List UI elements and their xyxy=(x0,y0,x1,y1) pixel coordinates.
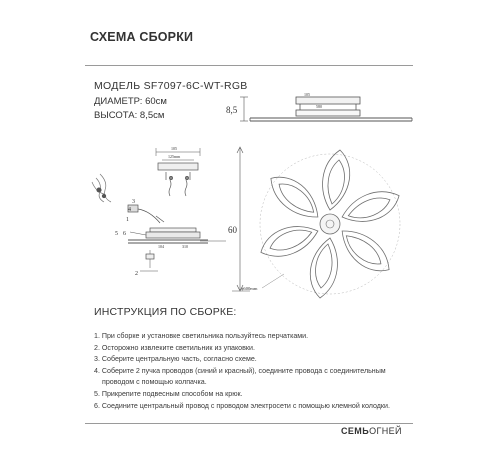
plate-dim-310-label: 310 xyxy=(182,244,188,249)
bottom-divider xyxy=(85,423,413,424)
callout-6: 6 xyxy=(123,231,126,237)
height-value: 8,5см xyxy=(139,110,165,121)
model-code: SF7097-6C-WT-RGB xyxy=(143,80,248,92)
bracket-dim-125-label: 125mm xyxy=(168,154,181,159)
flower-top-view xyxy=(256,150,404,298)
dowel-right xyxy=(185,180,187,196)
petal-6 xyxy=(262,170,328,224)
bracket-dim-105-label: 105 xyxy=(171,146,177,151)
model-label: МОДЕЛЬ xyxy=(94,80,141,92)
callout-6-leader xyxy=(130,232,146,235)
height-label: ВЫСОТА: xyxy=(94,110,138,121)
callout-2: 2 xyxy=(135,271,138,277)
height-dim-label: 8,5 xyxy=(226,105,238,115)
instruction-step: 1. При сборке и установке светильника пользуйтесь перчатками. xyxy=(94,332,309,340)
diameter-dimension xyxy=(232,147,250,291)
callout-3: 3 xyxy=(132,199,135,205)
instruction-list xyxy=(94,331,424,412)
profile-canopy xyxy=(296,110,360,116)
petal-3 xyxy=(332,225,398,279)
callout-4: 4 xyxy=(128,207,131,213)
callout-5: 5 xyxy=(115,231,118,237)
diameter-value: 60см xyxy=(145,96,167,107)
profile-dim-105: 105 xyxy=(304,92,310,97)
flower-center xyxy=(320,214,340,234)
instruction-step: 4. Соберите 2 пучка проводов (синий и красный), соедините провода с соединительным проводом с помощью колпачка. xyxy=(94,366,386,387)
plate-dim-104-label: 104 xyxy=(158,244,164,249)
brand-part-1: СЕМЬ xyxy=(341,426,370,436)
lamp-plug xyxy=(146,254,154,259)
callout-1: 1 xyxy=(126,217,129,223)
petal-1 xyxy=(323,150,350,210)
instruction-step: 6. Соедините центральный провод с проводом электросети с помощью клемной колодки. xyxy=(94,401,390,410)
cable-to-plate xyxy=(138,209,160,223)
diameter-label: ДИАМЕТР: xyxy=(94,96,143,107)
mounting-diagram xyxy=(92,148,226,271)
canopy-top xyxy=(146,232,200,238)
petal-5 xyxy=(256,214,322,268)
profile-dim-580: 580 xyxy=(316,104,322,109)
petal-4 xyxy=(310,238,337,298)
profile-top-plate xyxy=(296,97,360,104)
side-profile xyxy=(240,97,412,121)
ceiling-plate xyxy=(150,228,196,232)
brand-logo xyxy=(341,426,402,436)
page-title: СХЕМА СБОРКИ xyxy=(90,30,194,44)
circle-dim-leader xyxy=(262,274,284,288)
instruction-step: 5. Прикрепите подвесным способом на крюк. xyxy=(94,389,243,398)
instructions-title: ИНСТРУКЦИЯ ПО СБОРКЕ: xyxy=(94,306,237,318)
circle-dim-label: ϕ600mm xyxy=(241,286,258,291)
diameter-dim-label: 60 xyxy=(228,225,237,235)
brand-part-2: ОГНЕЙ xyxy=(369,426,402,436)
mounting-bracket xyxy=(158,163,198,170)
instruction-step: 2. Осторожно извлеките светильник из упаковки. xyxy=(94,343,255,352)
instruction-step: 3. Соберите центральную часть, согласно схеме. xyxy=(94,355,257,364)
petal-2 xyxy=(338,181,404,235)
dowel-left xyxy=(169,180,171,196)
